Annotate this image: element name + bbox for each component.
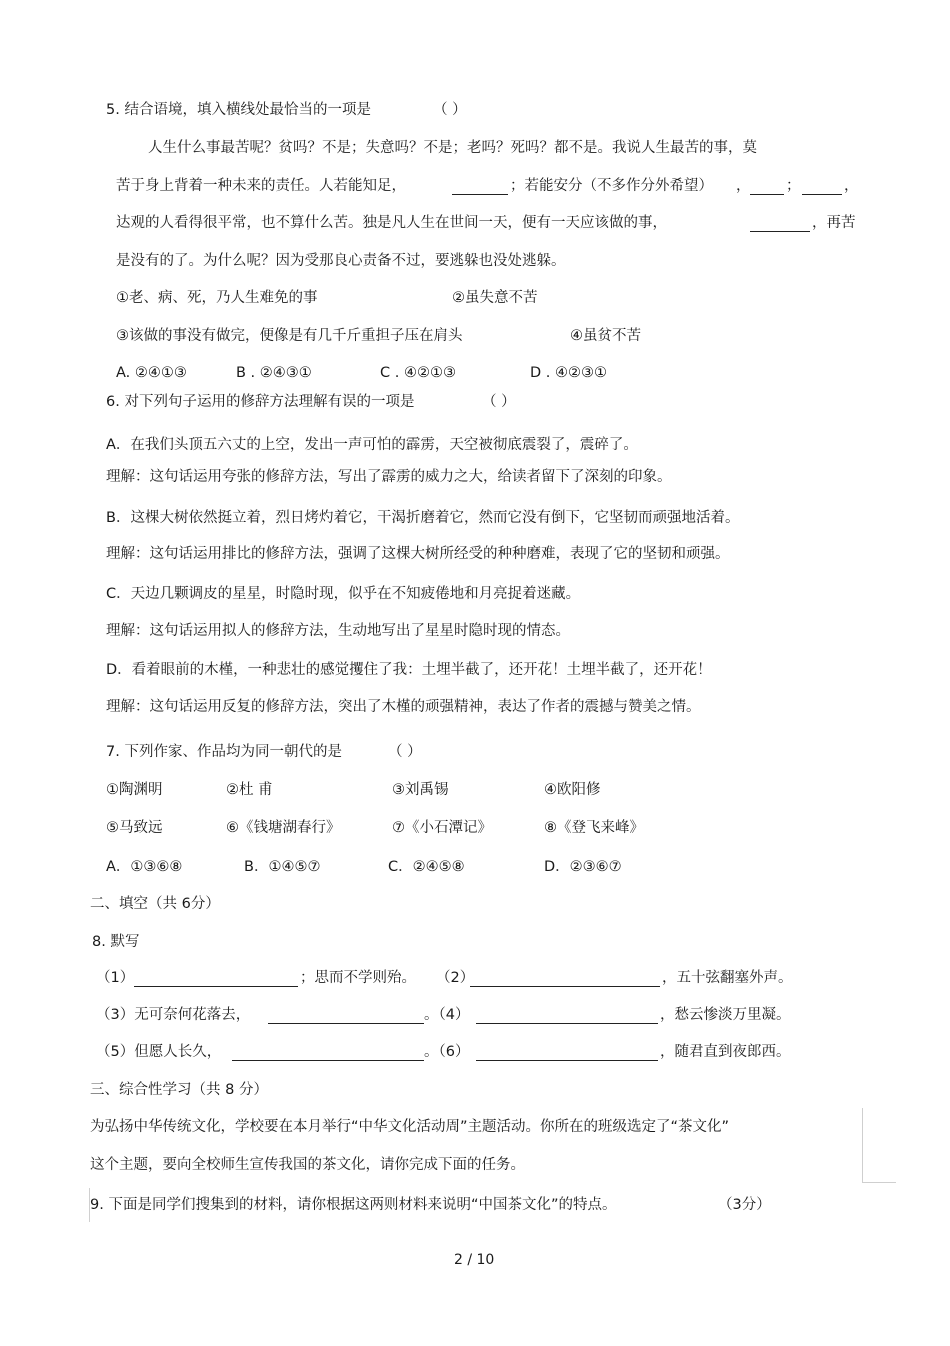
- q8-line1-text-2: ，五十弦翻塞外声。: [662, 970, 793, 986]
- q8-blank-3: [268, 1009, 424, 1024]
- q6-option-a-explanation: 理解：这句话运用夸张的修辞方法，写出了霹雳的威力之大，给读者留下了深刻的印象。: [106, 469, 672, 485]
- q6-option-b: B．这棵大树依然挺立着，烈日烤灼着它，干渴折磨着它，然而它没有倒下，它坚韧而顽强地活着。: [106, 510, 740, 526]
- q8-line2-text-2: ，愁云惨淡万里凝。: [660, 1007, 791, 1023]
- section-3-heading: 三、综合性学习（共 8 分）: [90, 1082, 268, 1098]
- q7-item-6: ⑥《钱塘湖春行》: [226, 820, 341, 836]
- q5-passage-comma-2: ，: [844, 178, 859, 194]
- q7-item-8: ⑧《登飞来峰》: [544, 820, 644, 836]
- q5-passage-comma: ，: [736, 178, 751, 194]
- q8-blank-1: [134, 972, 298, 987]
- q7-item-5: ⑤马致远: [106, 820, 163, 836]
- q5-option-2: ②虽失意不苦: [452, 290, 538, 306]
- q7-item-3: ③刘禹锡: [392, 782, 449, 798]
- q5-option-3: ③该做的事没有做完，便像是有几千斤重担子压在肩头: [116, 328, 463, 344]
- q6-option-d: D．看着眼前的木槿，一种悲壮的感觉攫住了我：土埋半截了，还开花！土埋半截了，还开花！: [106, 662, 712, 678]
- q7-item-1: ①陶渊明: [106, 782, 163, 798]
- q7-choice-b: B．①④⑤⑦: [244, 859, 321, 875]
- page-number: 2 / 10: [454, 1252, 495, 1268]
- q5-option-4: ④虽贫不苦: [570, 328, 641, 344]
- q8-line2-label: 。（4）: [424, 1007, 470, 1023]
- q5-choice-a: A. ②④①③: [116, 365, 187, 381]
- q5-passage-semicolon: ；: [786, 178, 801, 194]
- q5-passage-line4: 是没有的了。为什么呢？因为受那良心责备不过，要逃躲也没处逃躲。: [116, 253, 566, 269]
- q8-blank-6: [476, 1046, 658, 1061]
- q6-option-a: A．在我们头顶五六丈的上空，发出一声可怕的霹雳，天空被彻底震裂了，震碎了。: [106, 437, 638, 453]
- q8-title: 8. 默写: [92, 934, 140, 950]
- q5-blank-2: [750, 180, 784, 195]
- q6-option-d-explanation: 理解：这句话运用反复的修辞方法，突出了木槿的顽强精神，表达了作者的震撼与赞美之情。: [106, 699, 701, 715]
- q6-option-b-explanation: 理解：这句话运用排比的修辞方法，强调了这棵大树所经受的种种磨难，表现了它的坚韧和顽强。: [106, 546, 730, 562]
- right-frame-bottom-line: [862, 1182, 896, 1183]
- right-frame-line: [862, 1108, 863, 1182]
- q5-passage-line1: 人生什么事最苦呢？贫吗？不是；失意吗？不是；老吗？死吗？都不是。我说人生最苦的事，莫: [148, 140, 757, 156]
- q7-item-7: ⑦《小石潭记》: [392, 820, 492, 836]
- q8-blank-5: [232, 1046, 424, 1061]
- q8-line1-label-2: （2）: [436, 970, 475, 986]
- q5-choice-b: B . ②④③①: [236, 365, 312, 381]
- q8-line3-text: （5）但愿人长久，: [96, 1044, 222, 1060]
- q8-blank-4: [476, 1009, 658, 1024]
- q7-stem: 7. 下列作家、作品均为同一朝代的是: [106, 744, 342, 760]
- q6-answer-paren: （ ）: [482, 394, 516, 410]
- q6-option-c: C．天边几颗调皮的星星，时隐时现，似乎在不知疲倦地和月亮捉着迷藏。: [106, 586, 581, 602]
- q5-stem: 5. 结合语境，填入横线处最恰当的一项是: [106, 102, 371, 118]
- q7-choice-d: D．②③⑥⑦: [544, 859, 622, 875]
- q5-blank-4: [750, 217, 810, 232]
- section-3-intro-line2: 这个主题，要向全校师生宣传我国的茶文化，请你完成下面的任务。: [90, 1157, 525, 1173]
- q8-blank-2: [470, 972, 660, 987]
- q5-passage-line2b: ；若能安分（不多作分外希望）: [510, 178, 713, 194]
- q5-passage-line3b: ，再苦: [812, 215, 856, 231]
- q8-line3-text-2: ，随君直到夜郎西。: [660, 1044, 791, 1060]
- q5-passage-line2a: 苦于身上背着一种未来的责任。人若能知足，: [116, 178, 406, 194]
- q5-blank-1: [452, 180, 508, 195]
- q7-choice-c: C．②④⑤⑧: [388, 859, 465, 875]
- q5-blank-3: [802, 180, 842, 195]
- q5-passage-line3a: 达观的人看得很平常，也不算什么苦。独是凡人生在世间一天，便有一天应该做的事，: [116, 215, 667, 231]
- q8-line1-label: （1）: [96, 970, 135, 986]
- q7-item-4: ④欧阳修: [544, 782, 601, 798]
- q9-score: （3分）: [718, 1197, 771, 1213]
- q6-option-c-explanation: 理解：这句话运用拟人的修辞方法，生动地写出了星星时隐时现的情态。: [106, 623, 570, 639]
- q5-answer-paren: （ ）: [433, 102, 467, 118]
- q7-choice-a: A．①③⑥⑧: [106, 859, 183, 875]
- section-2-heading: 二、填空（共 6分）: [90, 896, 220, 912]
- q5-option-1: ①老、病、死，乃人生难免的事: [116, 290, 318, 306]
- q6-stem: 6. 对下列句子运用的修辞方法理解有误的一项是: [106, 394, 415, 410]
- q8-line2-text: （3）无可奈何花落去，: [96, 1007, 251, 1023]
- q5-choice-c: C . ④②①③: [380, 365, 456, 381]
- q5-choice-d: D . ④②③①: [530, 365, 607, 381]
- left-edge-line: [89, 1188, 90, 1222]
- section-3-intro-line1: 为弘扬中华传统文化，学校要在本月举行“中华文化活动周”主题活动。你所在的班级选定了“茶文化”: [90, 1119, 730, 1135]
- q9-stem: 9. 下面是同学们搜集到的材料，请你根据这两则材料来说明“中国茶文化”的特点。: [90, 1197, 617, 1213]
- q8-line1-text: ；思而不学则殆。: [300, 970, 416, 986]
- q8-line3-label: 。（6）: [424, 1044, 470, 1060]
- q7-item-2: ②杜 甫: [226, 782, 273, 798]
- q7-answer-paren: （ ）: [388, 744, 422, 760]
